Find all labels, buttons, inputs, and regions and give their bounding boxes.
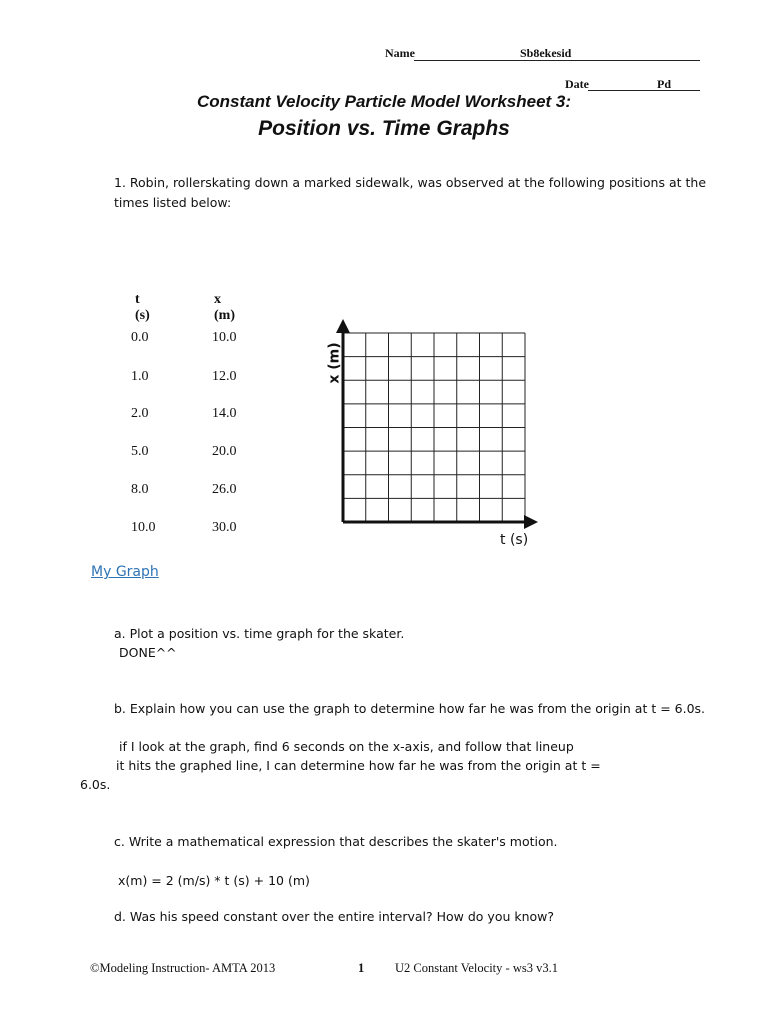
table-cell: 10.0 [212,330,237,345]
part-a-answer: DONE^^ [119,645,177,660]
table-cell: 14.0 [212,406,237,421]
table-cell: 2.0 [131,406,149,421]
graph-grid [343,333,525,522]
table-header-x: x (m) [214,292,235,323]
date-label: Date [565,77,589,91]
x-axis-arrow [524,515,538,529]
table-cell: 8.0 [131,482,149,497]
date-line [588,90,700,91]
worksheet-subtitle: Position vs. Time Graphs [258,117,510,140]
x-axis-label: t (s) [500,532,529,548]
footer-copyright: ©Modeling Instruction- AMTA 2013 [90,961,276,975]
part-c-answer: x(m) = 2 (m/s) * t (s) + 10 (m) [118,873,310,888]
table-cell: 12.0 [212,369,237,384]
position-time-graph[interactable] [310,315,550,555]
part-a-question: a. Plot a position vs. time graph for the skater. [114,626,405,641]
y-axis-label: x (m) [326,342,343,384]
table-cell: 20.0 [212,444,237,459]
name-label: Name [385,46,415,60]
my-graph-link[interactable]: My Graph [91,564,159,580]
part-b-answer-line2: it hits the graphed line, I can determine how far he was from the origin at t = [116,758,601,773]
footer-course: U2 Constant Velocity - ws3 v3.1 [395,961,558,975]
table-cell: 30.0 [212,520,237,535]
table-header-t: t (s) [135,292,150,323]
table-cell: 5.0 [131,444,149,459]
table-cell: 26.0 [212,482,237,497]
part-d-question: d. Was his speed constant over the entire interval? How do you know? [114,909,555,924]
part-b-answer-line3: 6.0s. [80,777,111,792]
table-cell: 10.0 [131,520,156,535]
name-value[interactable]: Sb8ekesid [520,46,572,60]
worksheet-title: Constant Velocity Particle Model Worksheet 3: [196,92,572,111]
part-b-question: b. Explain how you can use the graph to determine how far he was from the origin at t = 6.0s. [114,701,706,716]
footer-page-number: 1 [358,961,365,975]
table-cell: 0.0 [131,330,149,345]
part-b-answer-line1: if I look at the graph, find 6 seconds on the x-axis, and follow that lineup [119,739,574,754]
question-1-line1: 1. Robin, rollerskating down a marked sidewalk, was observed at the following positions at the [114,175,707,190]
pd-label: Pd [657,77,672,91]
table-cell: 1.0 [131,369,149,384]
y-axis-arrow [336,319,350,333]
part-c-question: c. Write a mathematical expression that describes the skater's motion. [114,834,558,849]
question-1-line2: times listed below: [114,195,232,210]
